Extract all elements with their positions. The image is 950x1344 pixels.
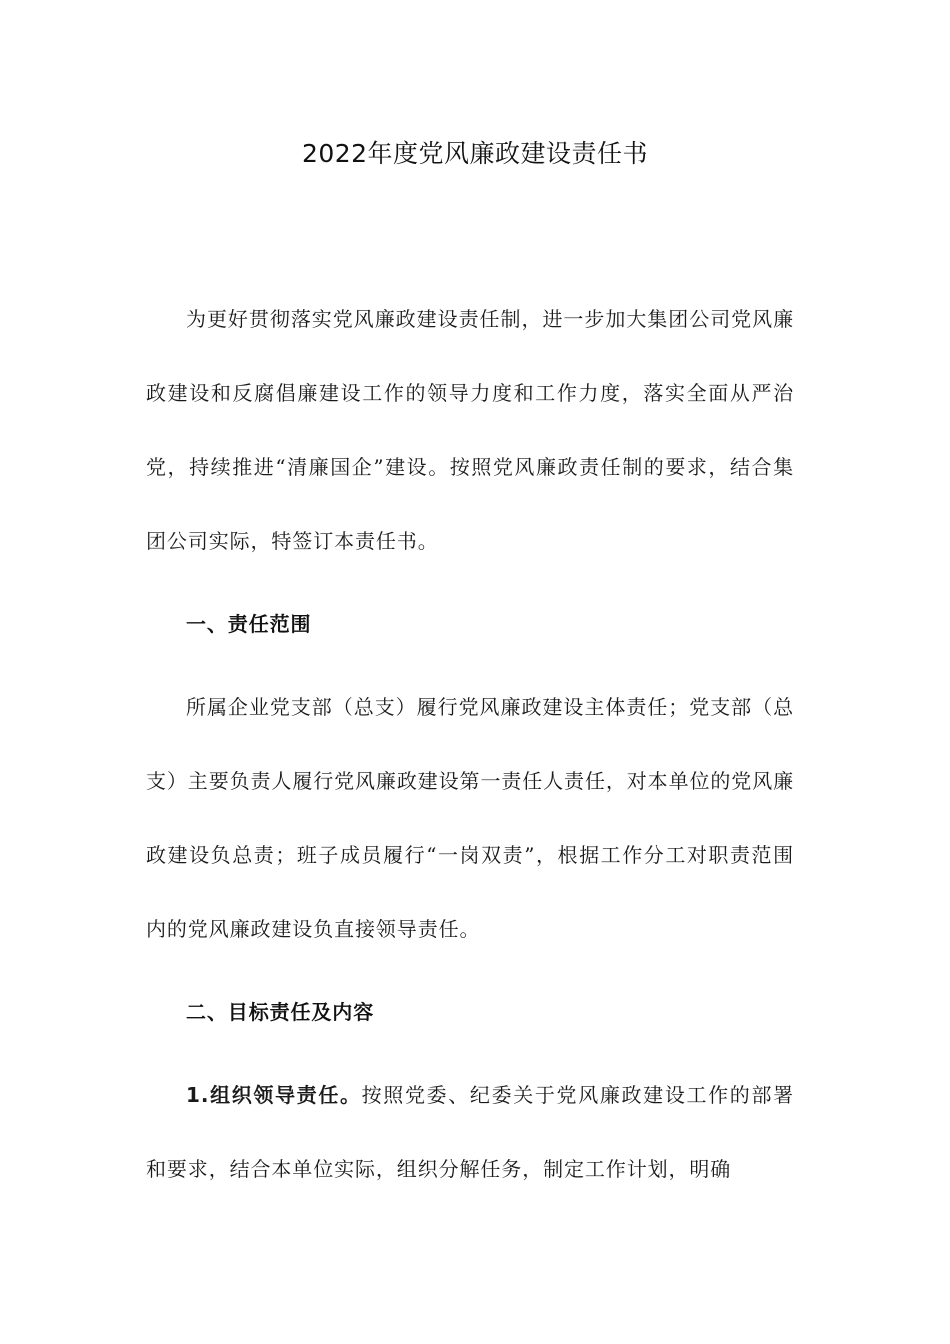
intro-paragraph: 为更好贯彻落实党风廉政建设责任制，进一步加大集团公司党风廉政建设和反腐倡廉建设工作的领导力度和工作力度，落实全面从严治党，持续推进“清廉国企”建设。按照党风廉政责任制的要求，结合集团公司实际，特签订本责任书。	[146, 307, 794, 553]
section-1-paragraph: 所属企业党支部（总支）履行党风廉政建设主体责任；党支部（总支）主要负责人履行党风廉政建设第一责任人责任，对本单位的党风廉政建设负总责；班子成员履行“一岗双责”，根据工作分工对职责范围内的党风廉政建设负直接领导责任。	[146, 695, 794, 941]
document-body	[146, 282, 794, 1206]
document-title: 2022年度党风廉政建设责任书	[301, 139, 649, 168]
section-2-item-1-paragraph	[146, 1058, 794, 1206]
section-1-heading: 一、责任范围	[186, 612, 312, 636]
section-2-heading: 二、目标责任及内容	[186, 1000, 375, 1024]
item-1-lead: 1.组织领导责任。	[186, 1083, 362, 1107]
item-1-text: 按照党委、纪委关于党风廉政建设工作的部署和要求，结合本单位实际，组织分解任务，制定工作计划，明确	[146, 1083, 794, 1181]
